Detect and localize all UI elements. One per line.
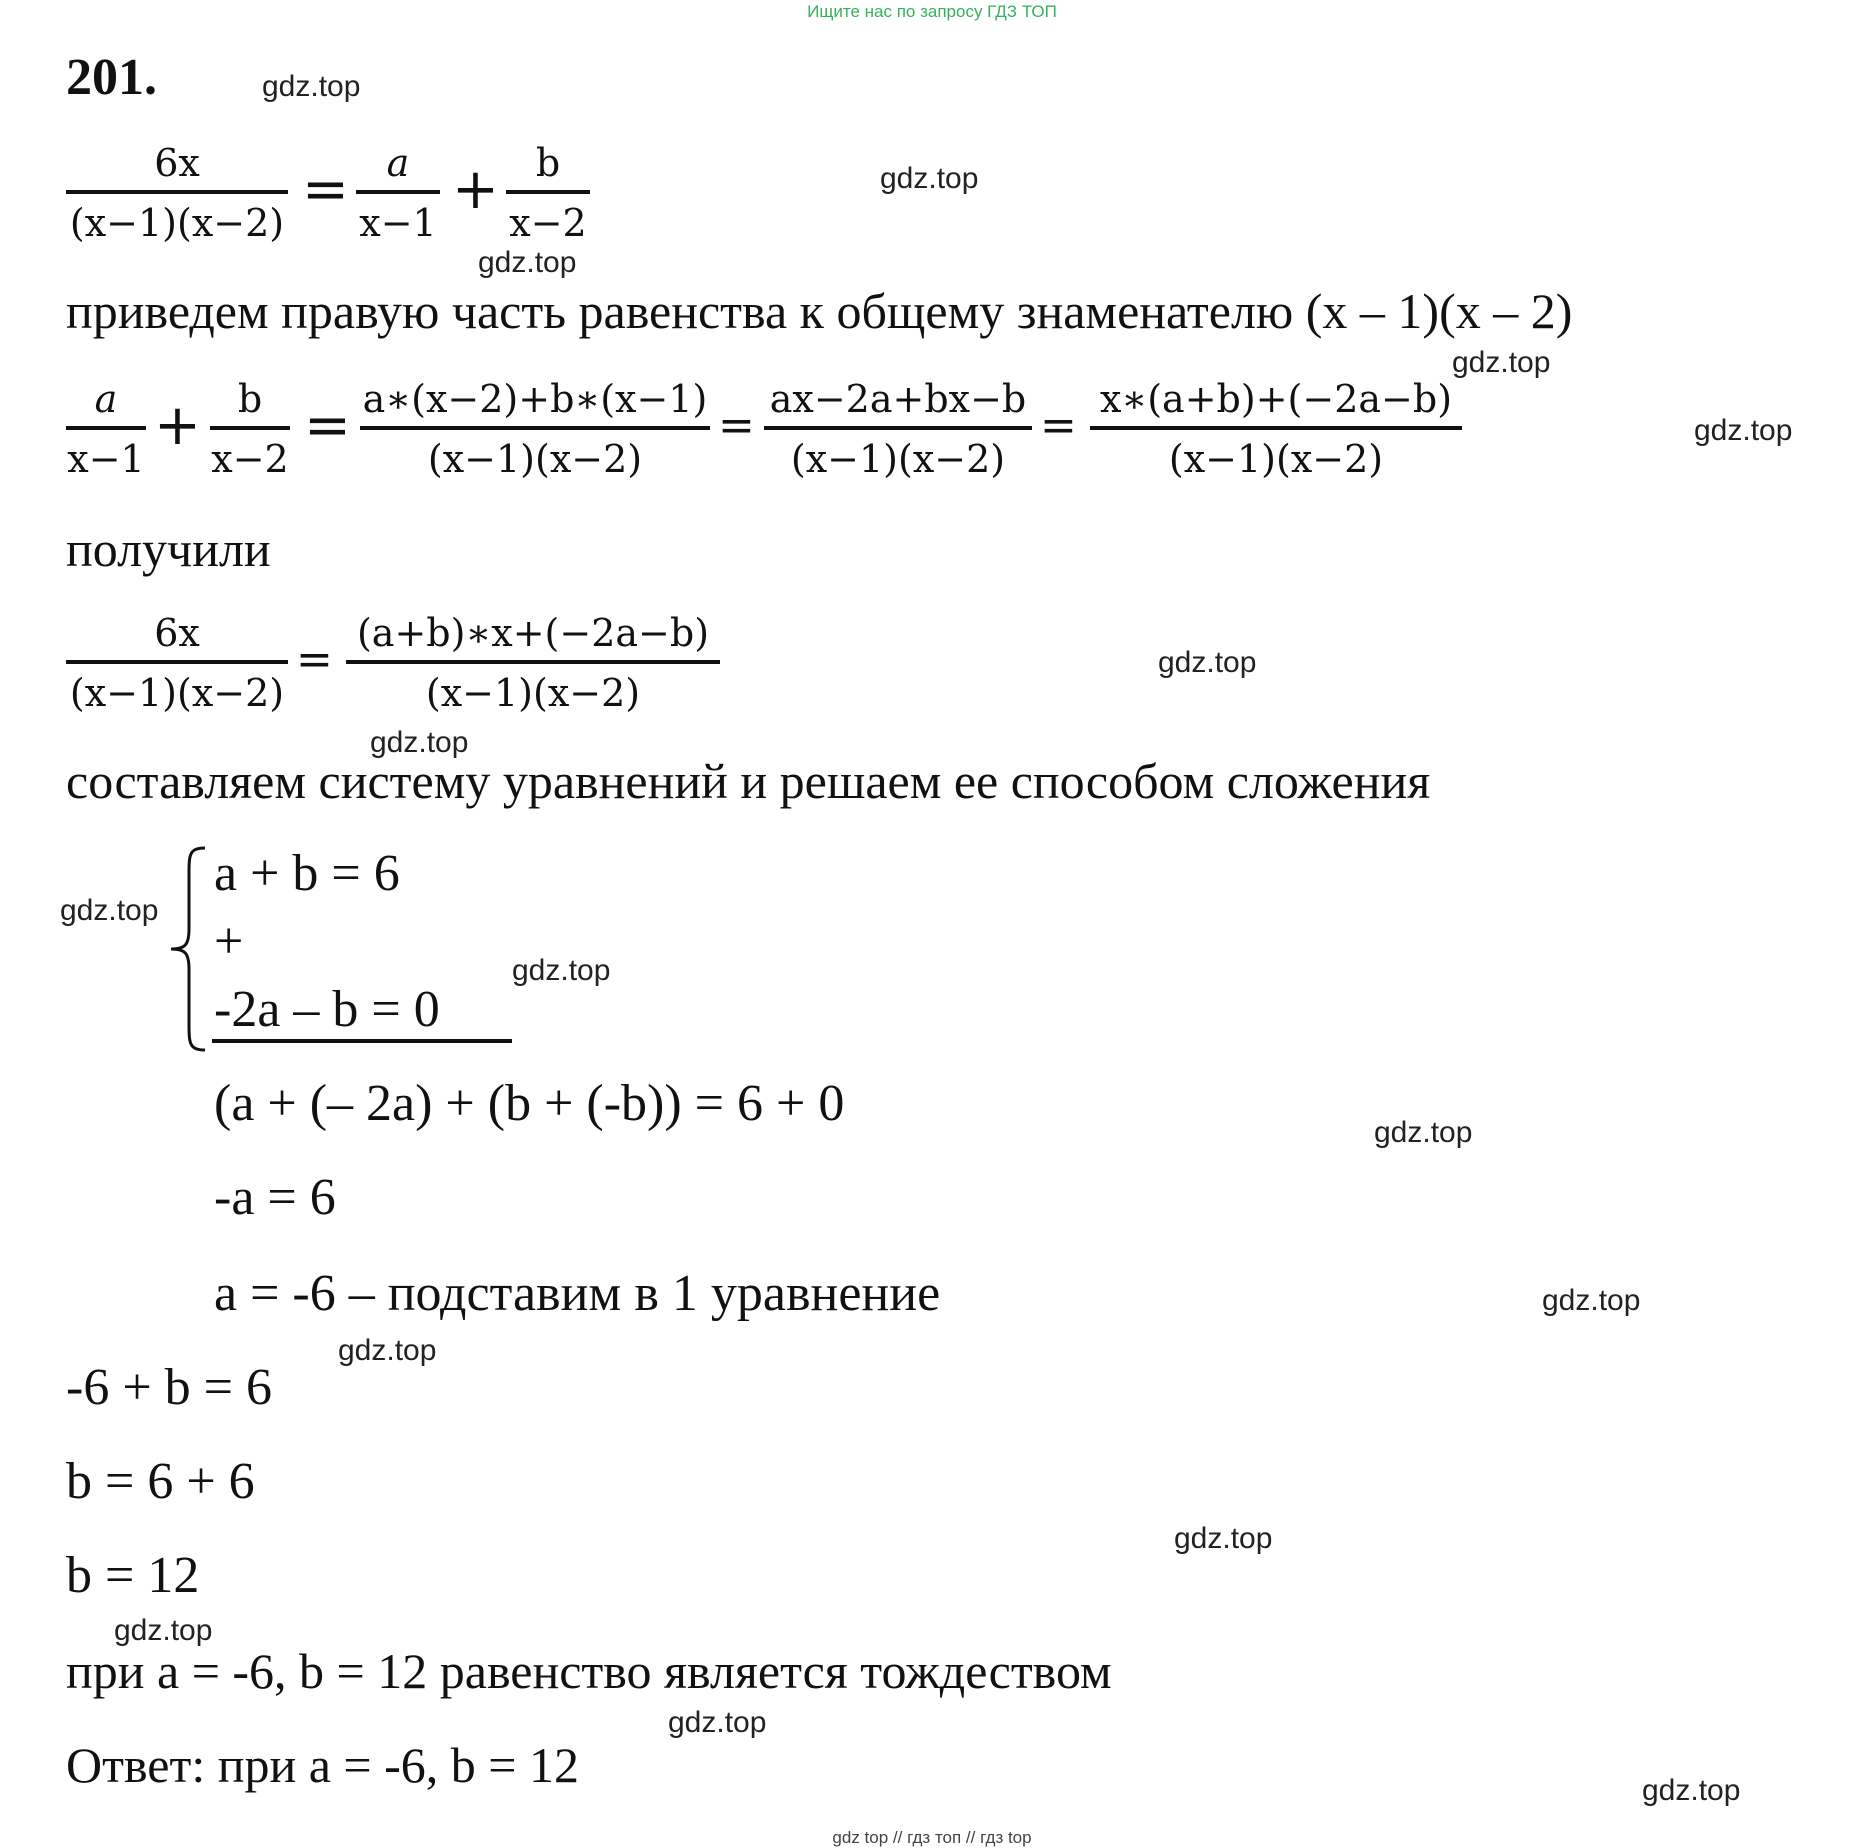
watermark: gdz.top: [1374, 1116, 1473, 1149]
explanation-common-denominator: приведем правую часть равенства к общему знаменателю (x – 1)(x – 2): [66, 283, 1573, 339]
watermark: gdz.top: [668, 1706, 767, 1739]
bottom-banner: gdz top // гдз топ // гдз top: [832, 1828, 1032, 1847]
eq2-fraction-b: [210, 376, 290, 482]
eq2-fraction-expanded-1: [360, 376, 710, 482]
fraction-denominator: x−1: [67, 437, 145, 481]
fraction-bar: [66, 660, 288, 664]
system-equation-2: -2a – b = 0: [214, 981, 440, 1038]
eq2-fraction-a: [66, 376, 146, 482]
system-plus: +: [214, 913, 244, 970]
step-neg-a: -a = 6: [214, 1169, 336, 1226]
fraction-numerator: x∗(a+b)+(−2a−b): [1099, 377, 1453, 421]
system-sum-line: [212, 1039, 512, 1043]
fraction-denominator: x−1: [359, 201, 437, 245]
fraction-denominator: (x−1)(x−2): [427, 437, 643, 481]
answer: Ответ: при a = -6, b = 12: [66, 1737, 579, 1793]
watermark: gdz.top: [60, 894, 159, 927]
watermark: gdz.top: [1158, 646, 1257, 679]
fraction-bar: [66, 190, 288, 194]
eq1-rhs1-fraction: [356, 140, 440, 246]
watermark: gdz.top: [1452, 346, 1551, 379]
watermark: gdz.top: [478, 246, 577, 279]
eq2-fraction-expanded-2: [764, 376, 1032, 482]
fraction-denominator: (x−1)(x−2): [425, 671, 641, 715]
system-brace: [165, 845, 215, 1053]
watermark: gdz.top: [370, 726, 469, 759]
eq3-lhs-fraction: [66, 610, 288, 716]
fraction-bar: [1090, 426, 1462, 430]
fraction-bar: [346, 660, 720, 664]
eq3-rhs-fraction: [346, 610, 720, 716]
watermark: gdz.top: [262, 70, 361, 103]
fraction-bar: [506, 190, 590, 194]
fraction-numerator: 6x: [154, 141, 200, 185]
fraction-numerator: b: [535, 141, 561, 185]
plus-sign: +: [154, 393, 201, 458]
top-banner: Ищите нас по запросу ГДЗ ТОП: [807, 2, 1057, 21]
watermark: gdz.top: [114, 1614, 213, 1647]
watermark: gdz.top: [1694, 414, 1793, 447]
fraction-numerator: 6x: [154, 611, 200, 655]
explanation-system: составляем систему уравнений и решаем ее способом сложения: [66, 753, 1431, 809]
watermark: gdz.top: [338, 1334, 437, 1367]
fraction-denominator: (x−1)(x−2): [69, 201, 285, 245]
fraction-denominator: x−2: [509, 201, 587, 245]
fraction-numerator: a: [386, 141, 410, 185]
equals-sign: =: [304, 393, 351, 458]
fraction-bar: [210, 426, 290, 430]
watermark: gdz.top: [1642, 1774, 1741, 1807]
plus-sign: +: [452, 157, 499, 222]
watermark: gdz.top: [1174, 1522, 1273, 1555]
watermark: gdz.top: [880, 162, 979, 195]
fraction-numerator: b: [237, 377, 263, 421]
step-substitute: -6 + b = 6: [66, 1359, 272, 1416]
step-b-sum: b = 6 + 6: [66, 1453, 255, 1510]
equals-sign: =: [302, 157, 349, 222]
fraction-bar: [356, 190, 440, 194]
explanation-got: получили: [66, 521, 271, 577]
step-a-value: a = -6 – подставим в 1 уравнение: [214, 1265, 941, 1322]
fraction-denominator: (x−1)(x−2): [69, 671, 285, 715]
fraction-denominator: x−2: [211, 437, 289, 481]
watermark: gdz.top: [1542, 1284, 1641, 1317]
system-equation-1: a + b = 6: [214, 845, 400, 902]
fraction-numerator: a: [94, 377, 118, 421]
conclusion: при a = -6, b = 12 равенство является тождеством: [66, 1643, 1112, 1699]
step-sum: (a + (– 2a) + (b + (-b)) = 6 + 0: [214, 1075, 845, 1132]
fraction-numerator: ax−2a+bx−b: [769, 377, 1027, 421]
eq1-lhs-fraction: [66, 140, 288, 246]
fraction-numerator: (a+b)∗x+(−2a−b): [356, 611, 710, 655]
problem-number: 201.: [66, 49, 157, 106]
equals-sign: =: [296, 634, 333, 685]
watermark: gdz.top: [512, 954, 611, 987]
fraction-bar: [360, 426, 710, 430]
fraction-numerator: a∗(x−2)+b∗(x−1): [362, 377, 708, 421]
fraction-denominator: (x−1)(x−2): [1168, 437, 1384, 481]
equals-sign: =: [1040, 400, 1077, 451]
fraction-bar: [764, 426, 1032, 430]
eq1-rhs2-fraction: [506, 140, 590, 246]
eq2-fraction-grouped: [1090, 376, 1462, 482]
fraction-bar: [66, 426, 146, 430]
step-b-value: b = 12: [66, 1547, 200, 1604]
equals-sign: =: [718, 400, 755, 451]
fraction-denominator: (x−1)(x−2): [790, 437, 1006, 481]
